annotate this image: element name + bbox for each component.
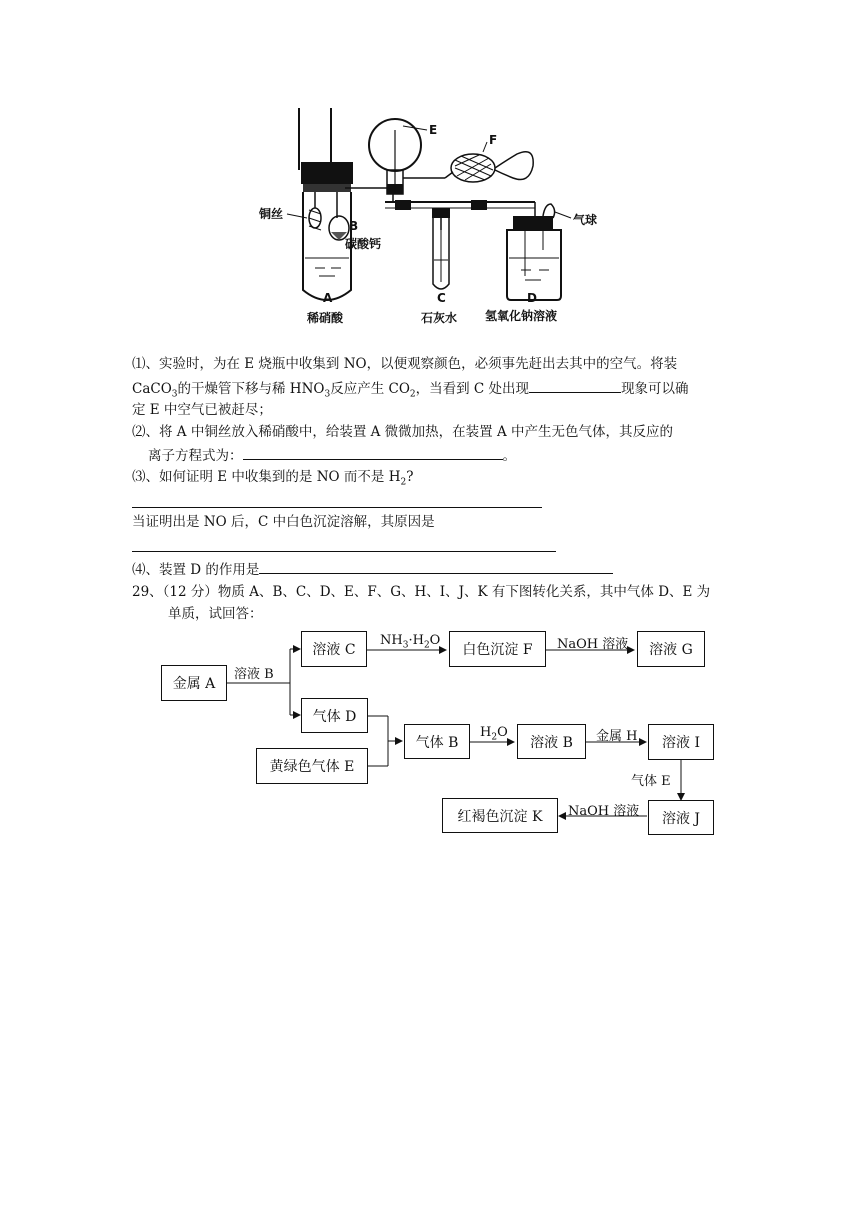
box-yellow-green-gas-e: 黄绿色气体 E xyxy=(256,748,368,784)
label-d: D xyxy=(527,291,537,305)
q1-line3: 定 E 中空气已被赶尽； xyxy=(132,402,272,418)
box-solution-b: 溶液 B xyxy=(517,724,586,759)
label-dilute-nitric: 稀硝酸 xyxy=(307,311,344,325)
label-f: F xyxy=(489,133,498,147)
label-nh3-h2o: $NH_3\cdot H_2O$ xyxy=(380,633,441,651)
label-b: B xyxy=(349,219,359,233)
q2-line2: 离子方程式为： 。 xyxy=(148,444,516,467)
q29-line1: 29、（12 分）物质 A、B、C、D、E、F、G、H、I、J、K 有下图转化关系，其中气体 D、E 为 xyxy=(132,584,711,600)
q3-line2: 当证明出是 NO 后，C 中白色沉淀溶解，其原因是 xyxy=(132,514,435,530)
label-gas-e: 气体 E xyxy=(631,774,671,789)
label-caco3: 碳酸钙 xyxy=(345,237,382,251)
box-gas-d: 气体 D xyxy=(301,698,368,733)
q4-line1: ⑷、装置 D 的作用是 xyxy=(132,558,613,581)
label-a: A xyxy=(323,291,333,305)
q2-line1: ⑵、将 A 中铜丝放入稀硝酸中，给装置 A 微微加热，在装置 A 中产生无色气体，其反应的 xyxy=(132,424,673,440)
label-limewater: 石灰水 xyxy=(421,311,458,325)
label-copper-wire: 铜丝 xyxy=(259,207,284,221)
label-h2o: $H_2O$ xyxy=(480,725,508,743)
label-naoh-solution: 氢氧化钠溶液 xyxy=(485,309,558,323)
label-solution-b-arrow: 溶液 B xyxy=(234,667,274,682)
box-gas-b: 气体 B xyxy=(404,724,470,759)
q3-line1: ⑶、如何证明 E 中收集到的是 NO 而不是 $H_2$? xyxy=(132,469,414,488)
box-metal-a: 金属 A xyxy=(161,665,227,701)
label-metal-h: 金属 H xyxy=(596,729,638,744)
box-solution-g: 溶液 G xyxy=(637,631,705,667)
box-solution-i: 溶液 I xyxy=(648,724,714,760)
box-solution-c: 溶液 C xyxy=(301,631,367,667)
box-red-brown-precipitate-k: 红褐色沉淀 K xyxy=(442,798,558,833)
label-balloon: 气球 xyxy=(573,213,598,227)
label-c: C xyxy=(437,291,446,305)
box-solution-j: 溶液 J xyxy=(648,800,714,835)
q1-line2: CaCO$_3$的干燥管下移与稀 $HNO_3$反应产生 $CO_2$，当看到 C 处出现 现象可以确 xyxy=(132,377,689,406)
label-naoh-1: NaOH 溶液 xyxy=(557,637,629,652)
q1-line1: ⑴、实验时，为在 E 烧瓶中收集到 NO，以便观察颜色，必须事先赶出去其中的空气。将装 xyxy=(132,356,678,372)
label-e: E xyxy=(429,123,438,137)
box-white-precipitate-f: 白色沉淀 F xyxy=(449,631,546,667)
label-naoh-2: NaOH 溶液 xyxy=(568,804,640,819)
q29-line2: 单质，试回答： xyxy=(168,606,263,622)
